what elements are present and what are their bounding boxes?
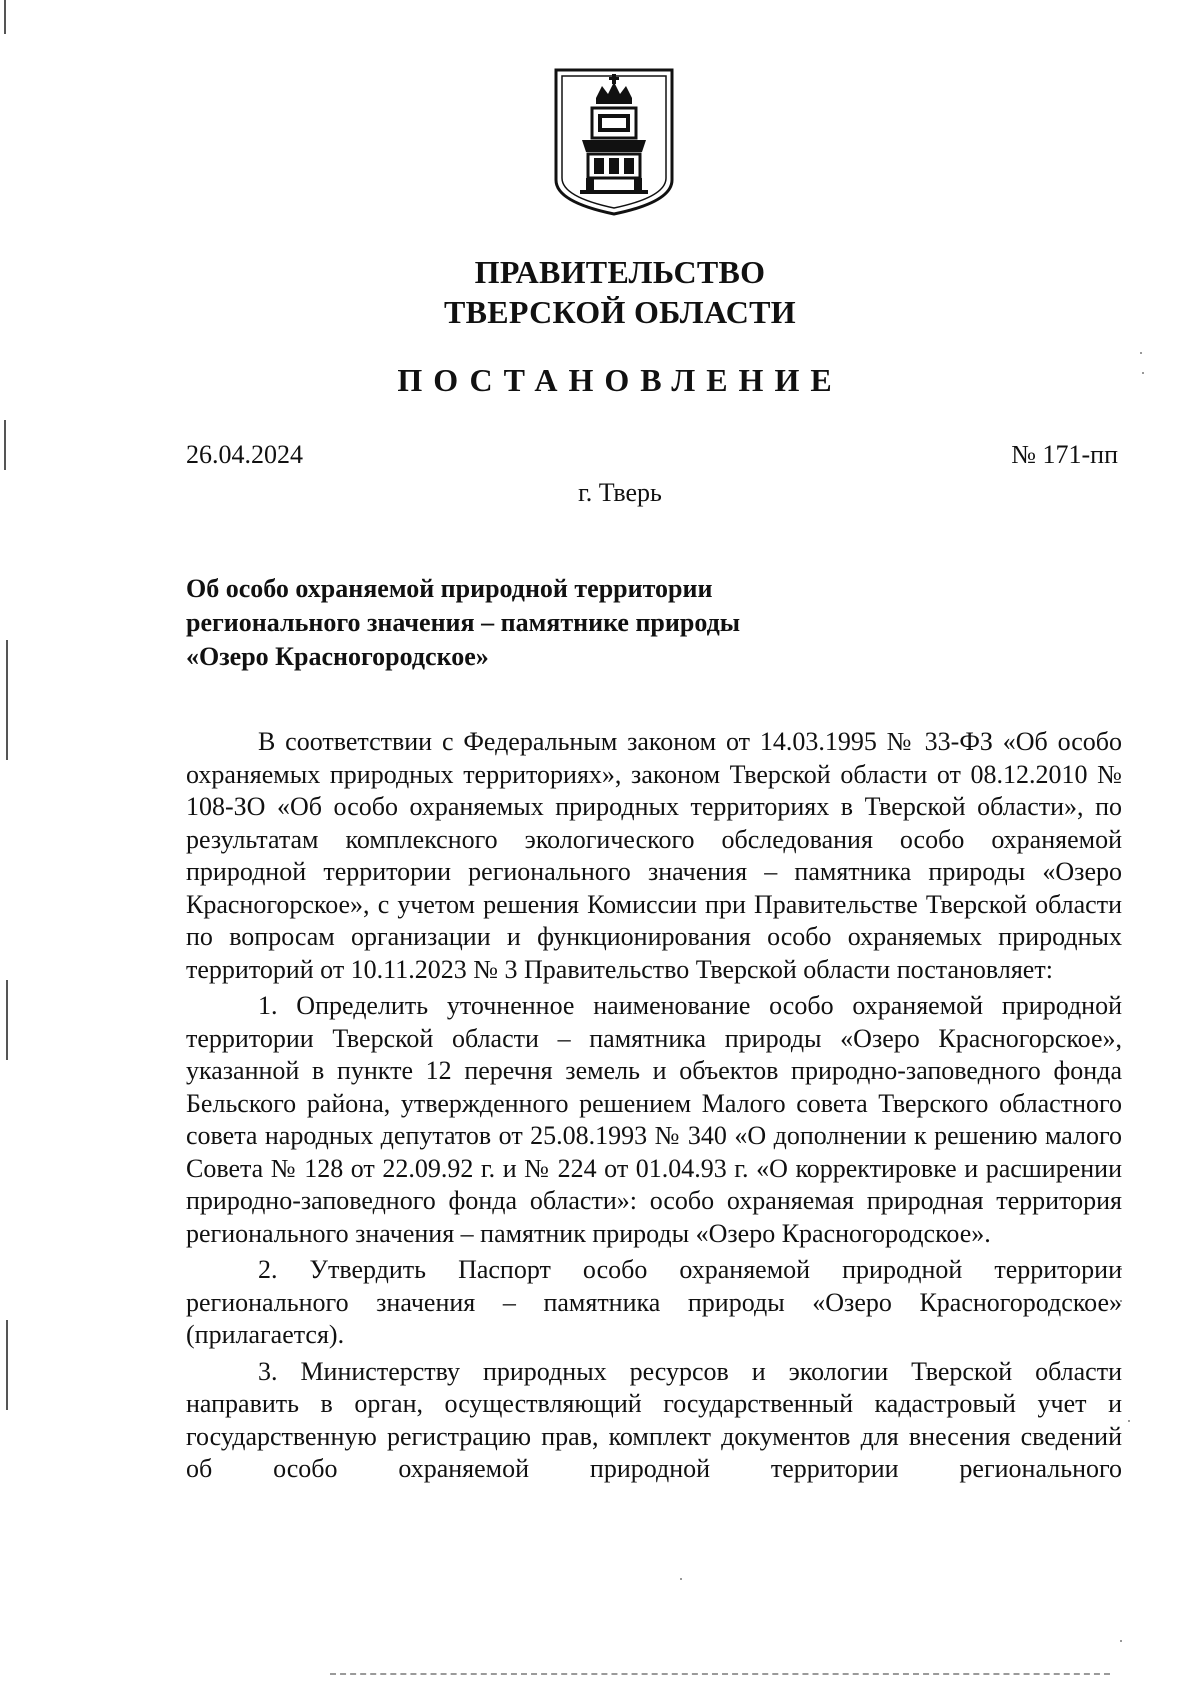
clause-paragraph-1: 1. Определить уточненное наименование особо охраняемой природной территории Тверской области – памятника природы «Озеро Красногорское», указанной в пункте 12 перечня земель и объектов природно-заповедного фонда Бельского района, утвержденного решением Малого совета Тверского областного совета народных депутатов от 25.08.1993 № 340 «О дополнении к решению малого Совета № 128 от 22.09.92 г. и № 224 от 01.04.93 г. «О корректировке и расширении природно-заповедного фонда области»: особо охраняемая природная территория регионального значения – памятник природы «Озеро Красногородское». xyxy=(186,991,1122,1248)
scan-edge-mark xyxy=(4,0,6,34)
scan-speck xyxy=(680,1578,682,1580)
tver-coat-of-arms-icon xyxy=(552,68,676,218)
scan-edge-mark xyxy=(6,1320,8,1410)
document-number: № 171-пп xyxy=(1011,440,1118,469)
scan-edge-mark xyxy=(6,980,8,1060)
clause-paragraph-3: 3. Министерству природных ресурсов и экологии Тверской области направить в орган, осуществляющий государственный кадастровый учет и государственную регистрацию прав, комплект документов для внесения сведений об особо охраняемой природной территории регионального xyxy=(186,1356,1122,1483)
authority-name-line2: ТВЕРСКОЙ ОБЛАСТИ xyxy=(443,294,797,330)
scan-bottom-edge xyxy=(330,1673,1110,1677)
scan-edge-mark xyxy=(6,640,8,760)
authority-name-line1: ПРАВИТЕЛЬСТВО xyxy=(474,254,766,290)
preamble-paragraph: В соответствии с Федеральным законом от 14.03.1995 № 33-ФЗ «Об особо охраняемых природных территориях», законом Тверской области от 08.12.2010 № 108-ЗО «Об особо охраняемых природных территориях в Тверской области», по результатам комплексного экологического обследования особо охраняемой природной территории регионального значения – памятника природы «Озеро Красногорское», с учетом решения Комиссии при Правительстве Тверской области по вопросам организации и функционирования особо охраняемых природных территорий от 10.11.2023 № 3 Правительство Тверской области постановляет: xyxy=(186,727,1122,984)
subject-line: «Озеро Красногородское» xyxy=(186,642,489,671)
document-subject xyxy=(186,572,740,674)
document-city: г. Тверь xyxy=(578,478,662,507)
document-body xyxy=(186,726,1122,1486)
document-type-heading: ПОСТАНОВЛЕНИЕ xyxy=(397,362,843,398)
scan-speck xyxy=(1120,1640,1122,1642)
scan-speck xyxy=(1128,1420,1130,1422)
subject-line: Об особо охраняемой природной территории xyxy=(186,574,713,603)
scan-speck xyxy=(1140,352,1142,354)
clause-paragraph-2: 2. Утвердить Паспорт особо охраняемой природной территории регионального значения – памятника природы «Озеро Красногородское» (прилагается). xyxy=(186,1255,1122,1349)
subject-line: регионального значения – памятнике природы xyxy=(186,608,741,637)
scan-edge-mark xyxy=(4,420,6,470)
document-date: 26.04.2024 xyxy=(186,440,303,469)
